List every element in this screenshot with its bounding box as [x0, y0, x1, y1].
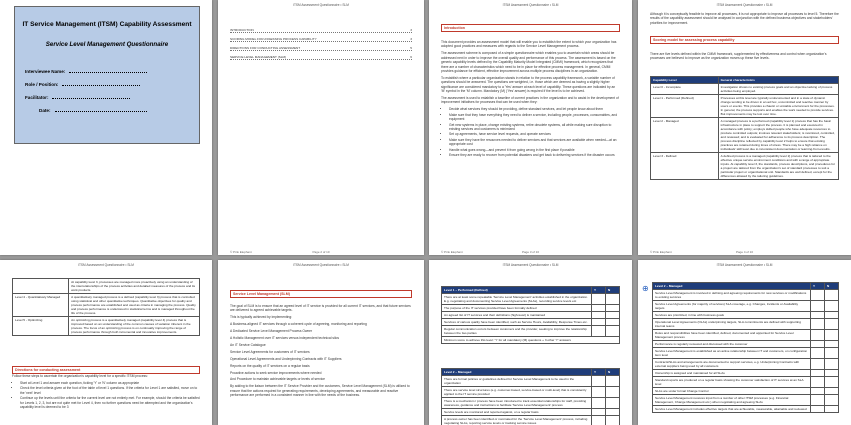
- answer-cell-y[interactable]: [592, 312, 606, 319]
- answer-cell-n[interactable]: [606, 326, 620, 337]
- cover-field-facilitator: Facilitator:: [25, 95, 130, 100]
- running-header: ITSM Assessment Questionnaire • SLM: [502, 3, 559, 7]
- page-number: Page 4 of 10: [735, 250, 753, 254]
- list-item: A Dedicated Service Level Management Process Owner: [230, 329, 313, 334]
- list-item: • Decide what services they should be providing, define standard services, and let people know about them: [449, 107, 620, 111]
- running-header: ITSM Assessment Questionnaire • SLM: [293, 3, 349, 7]
- capability-levels-table-continued: [12, 278, 200, 336]
- page-questions-level1: [429, 260, 632, 425]
- page-toc: [218, 0, 424, 255]
- scoring-lead: Although it is conceptually feasible to improve all processes, it is not appropriate to improve all processes to level 5. Therefore the results of the capability assessment should be analysed in conjunction with the defined business objectives and stakeholders' priorities for improvement.: [650, 12, 839, 25]
- list-item: • Set up agreements, have service level requests, and operate services: [449, 132, 620, 136]
- table-header-row: Level 1 – Performed (Defined) Y N: [442, 287, 620, 294]
- list-item: Service Level Agreements for customers of IT services: [230, 349, 310, 354]
- list-item: • Make sure that they have everything they need to deliver a service, including people, processes, consumables, and equipment: [449, 113, 620, 122]
- answer-cell-n[interactable]: [825, 290, 839, 301]
- table-row: Level 1 - Performed (Defined) Processes at this level are typically undocumented and in a state of dynamic change tending to be driven in an ad hoc, uncontrolled and reactive manner by users or events. This provides a chaotic or unstable environment for the processes. In general, the process supports and enables the work needed to provide services. But improvements may be lost over time.: [651, 95, 839, 118]
- answer-cell-n[interactable]: [825, 330, 839, 341]
- table-row: There are formal policies or guidelines defined for Service Level Management to be used in the organization: [442, 376, 620, 387]
- section-heading-scoring: Scoring model for assessing process capability: [650, 36, 839, 44]
- running-header: ITSM Assessment Questionnaire • SLM: [716, 263, 773, 267]
- list-item: • Continue up the levels until the criteria for the current level are not entirely met. For example, should the criteria be satisfied for Levels 1, 2, 3, but are not quite met for Level 4, then no further questions need be attempted and the organization's capability level is deemed to be 3: [20, 396, 200, 409]
- table-row: Level 4 - Quantitatively Managed A quantitatively managed process is a defined (capability level 3) process that is controlled using statistical and other quantitative techniques. Quantitative objectives for quality and process performance are established and used as criteria in managing the process. Quality and process performance is understood in statistical terms and is managed throughout the life of the process.: [13, 294, 200, 317]
- answer-cell-y[interactable]: [592, 376, 606, 387]
- answer-cell-n[interactable]: [825, 301, 839, 312]
- answer-cell-y[interactable]: [592, 294, 606, 305]
- list-item: A Business-aligned IT services through a coherent cycle of agreeing, monitoring and reporting: [230, 322, 367, 327]
- table-row: Ownership is assigned and maintained for all SLAs: [653, 370, 839, 377]
- section-heading-slm: Service Level Management (SLM): [230, 290, 412, 298]
- intro-bullet-list: [441, 107, 620, 157]
- answer-cell-y[interactable]: [811, 290, 825, 301]
- list-item: • Handle what goes wrong—and prevent it from going wrong in the first place if possible: [449, 148, 620, 152]
- answer-cell-y[interactable]: [592, 305, 606, 312]
- answer-cell-y[interactable]: [592, 409, 606, 416]
- intro-body: [441, 40, 620, 158]
- capability-levels-table: [650, 76, 839, 180]
- directions-steps: [12, 381, 200, 409]
- table-row: At capability level 3, processes are managed more proactively using an understanding of the interrelationships of the process activities and detailed measures of the process and its work products.: [13, 279, 200, 294]
- footer-brand: © Pink Elephant: [441, 250, 463, 254]
- table-header-row: Level 2 – Managed Y N: [653, 283, 839, 290]
- answer-cell-n[interactable]: [825, 395, 839, 406]
- list-item: Operational Level Agreements and Underpinning Contracts with IT Suppliers: [230, 356, 342, 361]
- answer-cell-y[interactable]: [811, 330, 825, 341]
- table-of-contents: [230, 28, 412, 64]
- answer-cell-y[interactable]: [811, 301, 825, 312]
- page-number: Page 2 of 10: [312, 250, 330, 254]
- footer-brand: © Pink Elephant: [230, 250, 252, 254]
- list-item: • Get new systems in place, change existing systems, retire obsolete systems, all while making sure disruption to existing services and customers is minimized: [449, 123, 620, 132]
- cover-field-role: Role / Position:: [25, 82, 140, 87]
- answer-cell-y[interactable]: [811, 406, 825, 413]
- page-slm: [218, 260, 424, 425]
- answer-cell-y[interactable]: [811, 395, 825, 406]
- table-row: Services are prioritized, in line with business goals: [653, 312, 839, 319]
- list-item: • Ensure they are ready to recover from potential disasters and get back to delivering services if the disaster occurs: [449, 153, 620, 157]
- level2-questions-table-continued: [652, 282, 839, 413]
- answer-cell-n[interactable]: [606, 398, 620, 409]
- answer-cell-n[interactable]: [606, 294, 620, 305]
- list-item: • Start at Level 1 and answer each question, ticking 'Y' or 'N' column as appropriate: [20, 381, 200, 385]
- running-header: ITSM Assessment Questionnaire • SLM: [716, 3, 773, 7]
- list-item: • Check the level criteria given at the foot of the table of level 1 questions. If the criteria for Level 1 are satisfied, move on to the 'next' level: [20, 386, 200, 395]
- level2-questions-table: [441, 368, 620, 425]
- scoring-para: There are five levels defined within the CMMI framework, supplemented by effectiveness and control when organization's processes are believed to improve as the organization moves up these five levels.: [650, 52, 827, 61]
- table-row: Service Level Management is established as an active relationship between IT and customers, on configuration item level: [653, 348, 839, 359]
- paragraph: The assessment is used to establish a baseline of current practices in the organization and to assist in the development of improvement initiatives for processes that can be used when they:: [441, 95, 619, 105]
- table-row: A process owner has been identified or nominated for the 'Service Level Management' process, including negotiating SLAs, reporting service levels or tracking service issues: [442, 416, 620, 425]
- answer-cell-n[interactable]: [825, 370, 839, 377]
- paragraph: To establish where a particular organization stands in relation to the process capability framework, a variable number of questions should be answered. The questions are weighted, i.e. those which are deemed as having a slightly higher significance are considered mandatory to a 'Yes' answer at each level of capability. These questions are indicated by an 'M' symbol in the 'M' column. Mandatory (M) ('Yes' answer) is required if the level is to be achieved.: [441, 75, 616, 94]
- table-row: There are at least some repeatable 'Service Level Management' activities established in the organization. E.g. negotiating and documenting Service Level Agreements (SLAs), recording service levels etc: [442, 294, 620, 305]
- list-item: Proactive actions to seek service improvements where needed: [230, 370, 322, 375]
- answer-cell-n[interactable]: [825, 348, 839, 359]
- column-header: Capability Level: [651, 77, 719, 84]
- running-header: ITSM Assessment Questionnaire • SLM: [502, 263, 559, 267]
- page-number: Page 3 of 10: [521, 250, 539, 254]
- answer-cell-y[interactable]: [811, 341, 825, 348]
- table-row: There are service level structures (e.g. customer-based, service-based or multi-level) that is consistently applied to the IT service provided: [442, 387, 620, 398]
- table-row: SLAs are under formal Change Control: [653, 388, 839, 395]
- page-questions-level2: [638, 260, 851, 425]
- answer-cell-y[interactable]: [811, 312, 825, 319]
- answer-cell-n[interactable]: [825, 377, 839, 388]
- page-directions: [0, 260, 212, 425]
- table-row: Performance is regularly reviewed and discussed with the customer: [653, 341, 839, 348]
- answer-cell-n[interactable]: [825, 319, 839, 330]
- toc-item[interactable]: DIRECTIONS FOR CONDUCTING ASSESSMENT 5: [230, 46, 412, 50]
- table-header-row: Level 2 – Managed Y N: [442, 369, 620, 376]
- toc-item[interactable]: SCORING MODEL FOR ASSESSING PROCESS CAPABILITY 3: [230, 37, 412, 41]
- level1-questions-table: [441, 286, 620, 344]
- answer-cell-n[interactable]: [606, 376, 620, 387]
- table-row: Standard reports are produced on a regular basis showing the customer satisfaction of IT services at an SLA level: [653, 377, 839, 388]
- page-scoring-model: [638, 0, 851, 255]
- answer-cell-y[interactable]: [592, 387, 606, 398]
- list-item: • Make sure they have the resources needed to deliver services and that services are available when needed—at an appropriate cost: [449, 138, 620, 147]
- column-header: General characteristics: [718, 77, 838, 84]
- page-cover: [0, 0, 212, 255]
- answer-cell-n[interactable]: [606, 305, 620, 312]
- answer-cell-n[interactable]: [825, 388, 839, 395]
- table-row: Level 5 - Optimizing An optimizing process is a quantitatively managed (capability level 4) process that is improved based on an understanding of the common causes of variation inherent in the process. The focus of an optimizing process is on continually improving the range of process performance through both incremental and innovative improvements.: [13, 317, 200, 336]
- directions-body: Follow these steps to ascertain the organization's capability level for a specific ITSM process: • Start at Level 1 and answer each question, ticking 'Y' or 'N' column as appropriate • Check the level criteria given at the foot of the table of level 1 questions. If the criteria for Level 1 are satisfied, move on to the 'next' level • Continue up the levels until the criteria for the current level are not entirely met. For example, should the criteria be satisfied for Levels 1, 2, 3, but are not quite met for Level 4, then no further questions need be attempted and the organization's capability level is deemed to be 3: [12, 374, 200, 410]
- table-row: Regular communication occurs between customers and the provider, seeking to improve the relationship between the two parties: [442, 326, 620, 337]
- answer-cell-y[interactable]: [592, 398, 606, 409]
- section-heading-directions: Directions for conducting assessment: [12, 366, 200, 374]
- answer-cell-n[interactable]: [825, 406, 839, 413]
- level-heading: Level 2 – Managed: [653, 283, 811, 290]
- list-item: An IT Service Catalogue: [230, 342, 266, 347]
- answer-cell-n[interactable]: [606, 319, 620, 326]
- cover-box: [14, 6, 200, 144]
- answer-cell-y[interactable]: [811, 319, 825, 330]
- cover-field-interviewee: Interviewee Name:: [25, 69, 147, 74]
- table-row: An agreed list of IT services and their definitions (high-level) is maintained: [442, 312, 620, 319]
- running-header: ITSM Assessment Questionnaire • SLM: [78, 263, 134, 267]
- table-row: Services of various quality have been identified, such as Service Hours, Availability, Response Times etc.: [442, 319, 620, 326]
- level-heading: Level 1 – Performed (Defined): [442, 287, 592, 294]
- level-heading: Level 2 – Managed: [442, 369, 592, 376]
- table-row: Level 2 - Managed A managed process is a performed (capability level 1) process that has the basic infrastructure in place to support the process. It is planned and executed in accordance with policy; employs skilled people who have adequate resources to produce controlled outputs; involves relevant stakeholders; is monitored, controlled, and reviewed; and is evaluated for adherence to its process description. The process discipline reflected by capability level 2 helps to ensure that existing practices are retained during times of stress. There may be a high reliance on individuals' skill level due to inconsistent documentation or learning-from-results.: [651, 118, 839, 153]
- answer-cell-y[interactable]: [811, 359, 825, 370]
- page-introduction: [429, 0, 632, 255]
- cover-title: IT Service Management (ITSM) Capability Assessment: [22, 21, 192, 28]
- section-heading-introduction: Introduction: [441, 24, 620, 32]
- paragraph: The assessment scheme is composed of a simple questionnaire which enables you to ascertain which areas should be addressed next in order to improve the overall quality and performance of this process. The assessment is based on the generic capability levels defined by the Capability Maturity Model Integrated (CMMI) framework, which recognizes that there are a number of characteristics which need to be in place for effective process management. In general, CMMI provides guidance for efficient, effective improvement across multiple process disciplines in an organization.: [441, 51, 616, 73]
- toc-item[interactable]: INTRODUCTION 3: [230, 28, 412, 32]
- answer-cell-y[interactable]: [592, 319, 606, 326]
- slm-body: The goal of SLM is to ensure that an agreed level of IT service is provided for all current IT services, and that future services are delivered to agreed achievable targets. This is typically achieved by implementing: A Business-aligned IT services through a coherent cycle of agreeing, monitoring and reporting A Dedicated Service Level Management Process Owner A Holistic Management over IT services versus independent technical silos An IT Service Catalogue Service Level Agreements for customers of IT services Operational Level Agreements and Underpinning Contracts with IT Suppliers Reports on the quality of IT services on a regular basis Proactive actions to seek service improvements where needed And Procedure to maintain achievable targets or levels of service By adding to the liaison between the IT Service Provider and the customers, Service Level Management (SLM) is utilized to ensure that the actions required for generating requirements, developing agreements, and measurable and reactive performance are performed in a consistent manner in line with the needs of the business.: [230, 304, 411, 398]
- table-row: Service Level Management receives input from a number of other ITSM processes (e.g. Financial Management, Change Management etc.) when negotiating and agreeing SLAs: [653, 395, 839, 406]
- answer-cell-n[interactable]: [825, 359, 839, 370]
- table-row: Service Level Management includes effective targets that are achievable, measurable, attainable and reviewed: [653, 406, 839, 413]
- answer-cell-y[interactable]: [811, 377, 825, 388]
- answer-cell-y[interactable]: [811, 348, 825, 359]
- answer-cell-n[interactable]: [606, 409, 620, 416]
- table-header-row: [651, 77, 839, 84]
- answer-cell-y[interactable]: [811, 370, 825, 377]
- table-row: There is a mechanism / process have been introduced to track essential relationships for staff, providing awareness, guidance and instructions to facilitate 'Service Level Management' process: [442, 398, 620, 409]
- table-row: The purpose of the IT services provided have been formally defined: [442, 305, 620, 312]
- answer-cell-n[interactable]: [606, 312, 620, 319]
- table-row: Level 0 - Incomplete Investigation shows no existing process goals and an objective lacking of process activities being employed.: [651, 84, 839, 95]
- answer-cell-n[interactable]: [606, 416, 620, 425]
- table-row: Service Level Agreements (for majority of services) SLA coverage, e.g. Changes, Incidents or Availability targets: [653, 301, 839, 312]
- answer-cell-n[interactable]: [825, 312, 839, 319]
- answer-cell-n[interactable]: [825, 341, 839, 348]
- move-handle-icon[interactable]: ⊕: [642, 284, 649, 293]
- toc-item[interactable]: SERVICE LEVEL MANAGEMENT (SLM) 6: [230, 55, 412, 59]
- footer-brand: © Pink Elephant: [650, 250, 672, 254]
- table-row: Level 3 - Defined A defined process is a managed (capability level 2) process that is tailored to the effective unique service environment conditions and with a range of appropriate inputs. At capability level 3, the standards, process descriptions, and procedures for a project are tailored from the organization's set of standard processes to suit a particular project or organizational unit. Standards are well defined, except for the differences allowed by the tailoring guidelines.: [651, 153, 839, 180]
- cover-subtitle: Service Level Management Questionnaire: [45, 41, 169, 48]
- table-row: Operational Level Agreements (OLAs) underpinning targets, SLA commitments are defined with supporting internal teams: [653, 319, 839, 330]
- cover-field-date: Date:: [25, 108, 147, 113]
- list-item: A Holistic Management over IT services versus independent technical silos: [230, 336, 339, 341]
- criteria-row: Minimum score to achieve this level: 'Y' for all mandatory (M) questions + 3 other 'Y' answers: [442, 337, 620, 344]
- table-row: Service levels are monitored and reported against, on a regular basis: [442, 409, 620, 416]
- answer-cell-n[interactable]: [606, 387, 620, 398]
- answer-cell-y[interactable]: [592, 416, 606, 425]
- table-row: Roles and responsibilities have been identified, defined, documented and appointed for Service Level Management process: [653, 330, 839, 341]
- table-row: Contracts/SLAs and arrangements are documented to support services, e.g. Underpinning Contracts with external suppliers being used by all customers: [653, 359, 839, 370]
- paragraph: This document provides an assessment model that will enable you to establish the extent to which your organization has adopted good practices and measures with regards to the Service Level Management process.: [441, 40, 617, 49]
- list-item: And Procedure to maintain achievable targets or levels of service: [230, 377, 325, 382]
- running-header: ITSM Assessment Questionnaire • SLM: [293, 263, 349, 267]
- answer-cell-y[interactable]: [811, 388, 825, 395]
- table-row: Service Level Management is involved in defining and agreeing requirements for new services or modifications to existing services: [653, 290, 839, 301]
- list-item: Reports on the quality of IT services on a regular basis: [230, 363, 310, 368]
- answer-cell-y[interactable]: [592, 326, 606, 337]
